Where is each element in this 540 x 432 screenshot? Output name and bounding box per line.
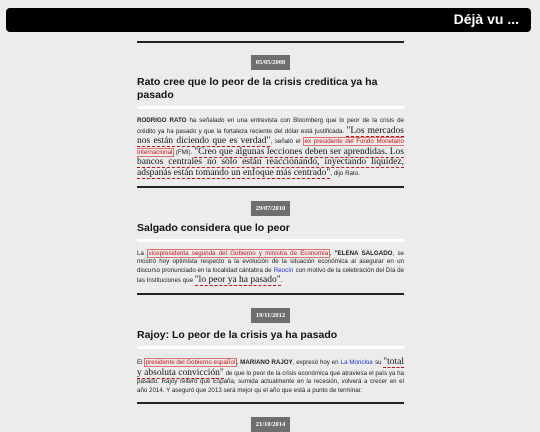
entry-title[interactable]: Rajoy: Lo peor de la crisis ya ha pasado — [137, 328, 338, 341]
news-entry — [137, 197, 404, 295]
body-text: El — [137, 358, 145, 366]
quote: "total y absoluta convicción" — [137, 356, 404, 378]
entry-divider — [137, 293, 404, 295]
body-text: ha señalado en una entrevista con Bloomberg que lo peor de la crisis de crédito ya ha pasado y que la fortaleza reciente del dólar está justificada. — [137, 117, 404, 135]
body-text: (FMI). — [173, 148, 195, 156]
entry-title[interactable]: Rato cree que lo peor de la crisis creditica ya ha pasado — [137, 76, 378, 101]
speaker-name: "ELENA SALGADO — [334, 249, 393, 257]
date-badge: 29/07/2010 — [251, 201, 291, 216]
news-entry — [137, 304, 404, 404]
news-entry — [137, 41, 404, 188]
place-link[interactable]: La Moncloa — [340, 358, 373, 366]
body-text: de que lo peor de la crisis económica que atraviesa el país ya ha pasado. Rajoy reiteró que España, sumida actualmente en la recesión, volverá a crecer en el año 2014. Y aseguró que 2013 será mejor qu el año que está a punto de terminar. — [137, 369, 404, 394]
news-column — [137, 41, 404, 432]
title-underline — [137, 106, 404, 109]
date-badge: 05/05/2008 — [251, 55, 291, 70]
role-link[interactable]: presidente del Gobierno español — [145, 358, 236, 366]
top-bar — [6, 8, 531, 32]
quote: "Los mercados nos están diciendo que es verdad" — [137, 125, 404, 147]
role-link[interactable]: ex presidente del Fondo Monetario Internacional — [137, 138, 404, 156]
quote: "lo peor ya ha pasado" — [194, 275, 281, 286]
place-link[interactable]: Reocín — [273, 266, 294, 274]
body-text: , — [329, 249, 335, 257]
news-entry — [137, 413, 404, 432]
entry-title[interactable]: Salgado considera que lo peor — [137, 221, 290, 234]
date-badge: 19/11/2012 — [251, 308, 290, 323]
entry-body — [137, 357, 404, 395]
entry-divider — [137, 186, 404, 188]
quote: "Creo que algunas lecciones deben ser aprendidas. Los bancos centrales no sólo están reaccionando, inyectando liquidez, adspanás están tomando un enfoque más centrado" — [137, 146, 404, 178]
body-text: , dijo Rato. — [330, 169, 360, 177]
entry-divider — [137, 41, 404, 43]
site-title[interactable]: Déjà vu ... — [453, 11, 519, 27]
entry-body — [137, 250, 404, 286]
speaker-name: RODRIGO RATO — [137, 117, 187, 124]
entry-body — [137, 117, 404, 179]
role-link[interactable]: vicepresidenta segunda del Gobierno y ministra de Economía — [148, 249, 329, 257]
title-underline — [137, 239, 404, 242]
body-text: . — [280, 277, 283, 285]
title-underline — [137, 346, 404, 349]
body-text: , señaló el — [270, 138, 304, 146]
body-text: , se mostró hoy optimista respecto a la evolución de la situación económica al asegurar en un discurso pronunciado en la localidad cántabra de — [137, 249, 404, 274]
speaker-name: MARIANO RAJOY — [240, 358, 293, 366]
body-text: con motivo de la celebración del Día de las Instituciones que — [137, 266, 404, 285]
body-text: , — [236, 358, 241, 366]
body-text: , expresó hoy en — [292, 358, 341, 366]
entry-divider — [137, 402, 404, 404]
body-text: La — [137, 249, 148, 257]
date-badge: 21/10/2014 — [251, 417, 291, 432]
body-text: su — [373, 358, 384, 366]
